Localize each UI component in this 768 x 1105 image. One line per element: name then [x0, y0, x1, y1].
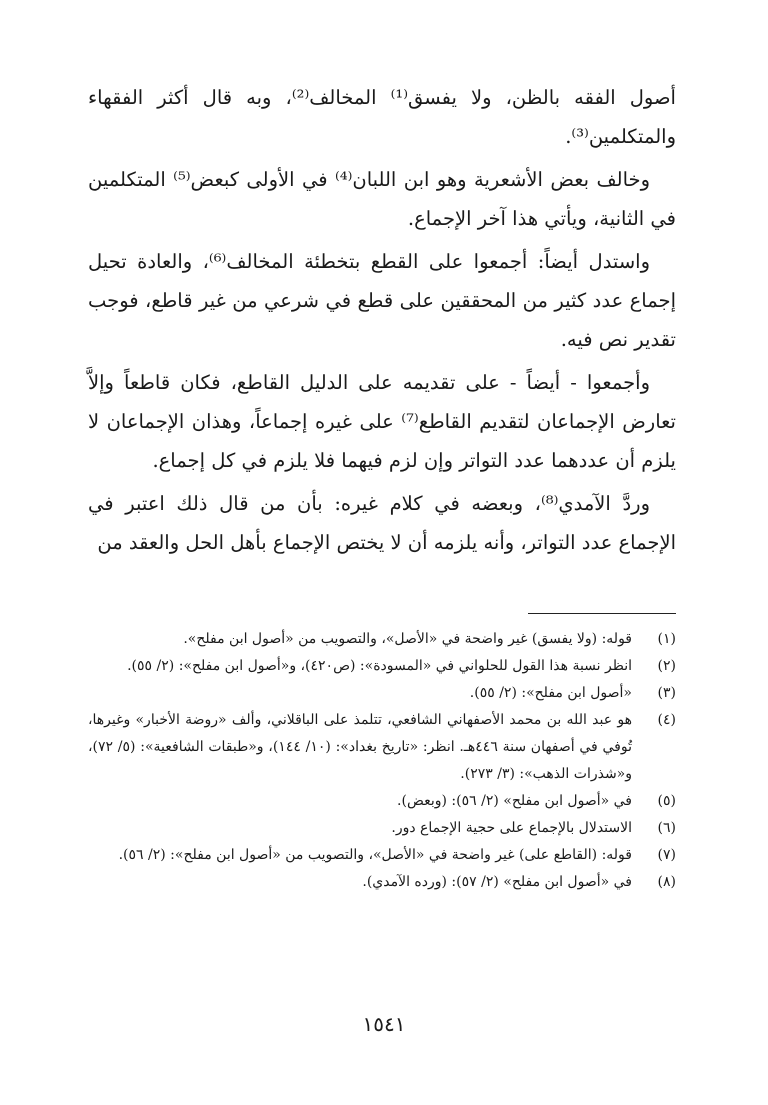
footnote-text: انظر نسبة هذا القول للحلواني في «المسودة»: (ص٤٢٠)، و«أصول ابن مفلح»: (٢/ ٥٥). — [127, 658, 632, 674]
footnote-separator — [528, 613, 676, 614]
paragraph: أصول الفقه بالظن، ولا يفسق⁽¹⁾ المخالف⁽²⁾، وبه قال أكثر الفقهاء والمتكلمين⁽³⁾. — [88, 86, 676, 148]
footnote-item — [88, 842, 676, 869]
paragraph: وأجمعوا - أيضاً - على تقديمه على الدليل القاطع، فكان قاطعاً وإلاَّ تعارض الإجماعان لتقديم القاطع⁽⁷⁾ على غيره إجماعاً، وهذان الإجماعان لا يلزم أن عددهما عدد التواتر وإن لزم فيهما فلا يلزم في كل إجماع. — [88, 371, 676, 472]
footnote-item — [88, 707, 676, 788]
footnote-number: (٦) — [657, 820, 676, 836]
footnote-item — [88, 680, 676, 707]
footnote-item — [88, 815, 676, 842]
footnote-number: (٤) — [657, 712, 676, 728]
page-number: ١٥٤١ — [362, 1012, 406, 1036]
footnote-text: الاستدلال بالإجماع على حجية الإجماع دور. — [391, 820, 632, 836]
paragraph: وخالف بعض الأشعرية وهو ابن اللبان⁽⁴⁾ في الأولى كبعض⁽⁵⁾ المتكلمين في الثانية، ويأتي هذا آخر الإجماع. — [88, 168, 676, 230]
footnote-text: في «أصول ابن مفلح» (٢/ ٥٦): (وبعض). — [397, 793, 632, 809]
footnote-text: «أصول ابن مفلح»: (٢/ ٥٥). — [469, 685, 632, 701]
paragraph: واستدل أيضاً: أجمعوا على القطع بتخطئة المخالف⁽⁶⁾، والعادة تحيل إجماع عدد كثير من المحققين على قطع في شرعي من غير قاطع، فوجب تقدير نص فيه. — [88, 250, 676, 351]
footnote-number: (٣) — [657, 685, 676, 701]
footnotes — [88, 626, 676, 896]
main-text-body — [88, 78, 676, 566]
footnote-text: قوله: (ولا يفسق) غير واضحة في «الأصل»، والتصويب من «أصول ابن مفلح». — [183, 631, 632, 647]
footnote-number: (٥) — [657, 793, 676, 809]
footnote-number: (٧) — [657, 847, 676, 863]
footnote-text: هو عبد الله بن محمد الأصفهاني الشافعي، تتلمذ على الباقلاني، وألف «روضة الأخبار» وغيرها، تُوفي في أصفهان سنة ٤٤٦هـ. انظر: «تاريخ بغداد»: (١٠/ ١٤٤)، و«طبقات الشافعية»: (٥/ ٧٢)، و«شذرات الذهب»: (٣/ ٢٧٣). — [88, 712, 632, 782]
footnote-item — [88, 869, 676, 896]
footnote-text: قوله: (القاطع على) غير واضحة في «الأصل»، والتصويب من «أصول ابن مفلح»: (٢/ ٥٦). — [118, 847, 632, 863]
footnote-number: (٨) — [657, 874, 676, 890]
footnote-number: (٢) — [657, 658, 676, 674]
footnote-text: في «أصول ابن مفلح» (٢/ ٥٧): (ورده الآمدي). — [362, 874, 632, 890]
footnote-item — [88, 788, 676, 815]
footnote-number: (١) — [657, 631, 676, 647]
footnote-item — [88, 626, 676, 653]
paragraph: وردَّ الآمدي⁽⁸⁾، وبعضه في كلام غيره: بأن من قال ذلك اعتبر في الإجماع عدد التواتر، وأنه يلزمه أن لا يختص الإجماع بأهل الحل والعقد من — [88, 492, 676, 554]
footnote-item — [88, 653, 676, 680]
